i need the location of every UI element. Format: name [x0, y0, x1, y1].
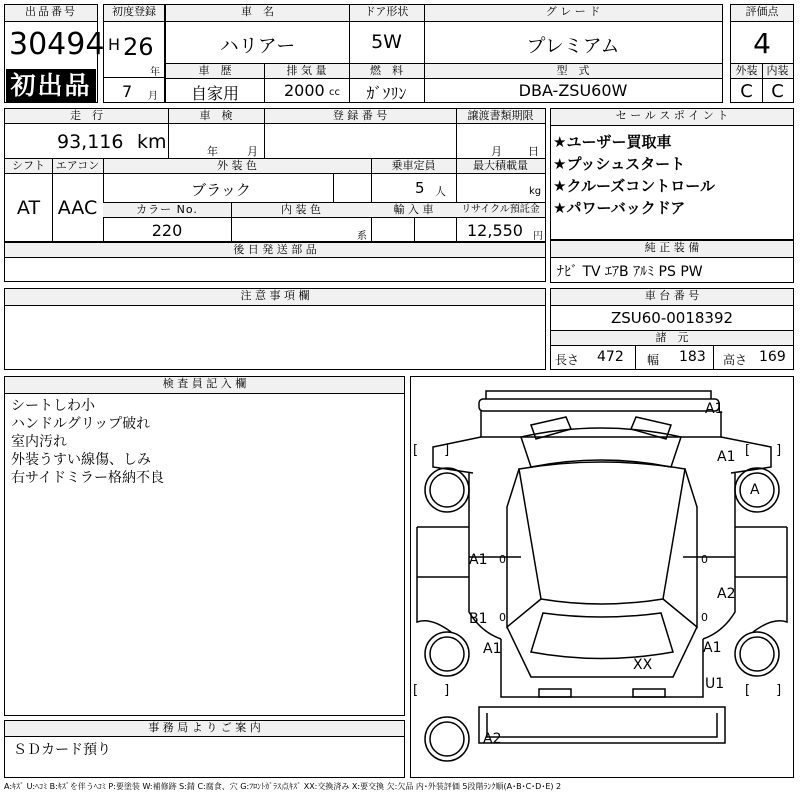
damage-right-rear-fender: A1 [703, 640, 722, 656]
inspector-line: ハンドルグリップ破れ [11, 416, 151, 432]
dimensions-label: 諸 元 [551, 331, 793, 346]
sales-point: ★パワーバックドア [553, 199, 686, 217]
grade-label: グ レ ー ド [424, 5, 722, 22]
chassis-box [550, 288, 794, 370]
damage-diagram [410, 376, 794, 778]
era-year: 26 [123, 33, 154, 61]
recycle-label: リサイクル預託金 [456, 203, 545, 218]
sales-point: ★プッシュスタート [553, 155, 686, 173]
mileage-label: 走 行 [5, 109, 168, 124]
exterior-label: 外装 [731, 64, 762, 79]
recycle-unit: 円 [533, 231, 543, 242]
import-label: 輸 入 車 [371, 203, 456, 218]
ac-value: AAC [57, 197, 98, 219]
color-label: 外 装 色 [103, 159, 371, 174]
inspection-month: 月 [247, 145, 258, 158]
damage-right-rear-door: A2 [717, 586, 736, 602]
glass-mark: 0 [499, 611, 506, 624]
ac-label: エアコン [52, 159, 103, 174]
capacity-label: 乗車定員 [371, 159, 456, 174]
glass-mark: 0 [701, 611, 708, 624]
length-value: 472 [597, 349, 624, 365]
lot-box [4, 4, 105, 103]
month-unit: 月 [148, 91, 158, 102]
info-table [4, 108, 546, 242]
office-note: ＳＤカード預り [13, 742, 111, 758]
width-value: 183 [679, 349, 706, 365]
color-no-label: カラー No. [103, 203, 231, 218]
shift-value: AT [16, 197, 41, 219]
capacity-unit: 人 [435, 185, 446, 198]
inspector-line: シートしわ小 [11, 398, 95, 414]
damage-legend: A:ｷｽﾞ U:ﾍｺﾐ B:ｷｽﾞを伴うﾍｺﾐ P:要塗装 W:補修跡 S:錆 C:腐食、穴 G:ﾌﾛﾝﾄｶﾞﾗｽ点ｷｽﾞ XX:交換済み X:要交換 欠:欠品 内･外装評価 5段階ﾗﾝｸ順(A･B･C･D･E) 2 [4, 782, 562, 791]
damage-left-rear-fender: A1 [483, 641, 502, 657]
score-box [730, 4, 794, 103]
damage-rear-right: U1 [705, 676, 725, 692]
transfer-month: 月 [491, 145, 502, 158]
car-name-label: 車 名 [166, 5, 349, 22]
width-label: 幅 [647, 353, 660, 367]
interior-color-label: 内 装 色 [231, 203, 371, 218]
car-panel [165, 4, 723, 103]
height-label: 高さ [723, 353, 748, 367]
interior-label: 内装 [762, 64, 793, 79]
height-value: 169 [759, 349, 786, 365]
sales-point: ★クルーズコントロール [553, 177, 715, 195]
damage-left-front-door: A1 [469, 552, 488, 568]
model-label: 型 式 [424, 64, 722, 79]
parts-label: 後 日 発 送 部 品 [5, 243, 545, 258]
color-value: ブラック [191, 181, 251, 199]
damage-front-right: A1 [717, 449, 736, 465]
load-label: 最大積載量 [456, 159, 545, 174]
history-value: 自家用 [190, 84, 239, 103]
displacement-label: 排 気 量 [264, 64, 349, 79]
sales-point: ★ユーザー買取車 [553, 133, 672, 151]
capacity-value: 5 [415, 179, 425, 197]
door-value: 5W [371, 31, 402, 53]
plate-label: 登 録 番 号 [264, 109, 456, 124]
reg-box [103, 4, 165, 103]
office-box [4, 720, 405, 778]
inspector-line: 右サイドミラー格納不良 [11, 470, 165, 486]
model-value: DBA-ZSU60W [518, 81, 628, 100]
damage-front-right-wheel: A [750, 482, 760, 498]
parts-box [4, 242, 546, 282]
bracket-left-front: [ ] [413, 443, 450, 458]
chassis-label: 車 台 番 号 [551, 289, 793, 306]
damage-trunk: XX [633, 657, 653, 673]
bracket-right-rear: [ ] [745, 683, 782, 698]
transfer-day: 日 [528, 145, 539, 158]
bracket-left-rear: [ ] [413, 683, 450, 698]
damage-rear-bumper: A2 [483, 731, 502, 747]
mileage-value: 93,116 [57, 131, 124, 153]
sales-label: セ ー ル ス ポ イ ン ト [551, 109, 793, 126]
inspector-line: 室内汚れ [11, 434, 67, 450]
mileage-unit: km [137, 131, 167, 153]
length-label: 長さ [555, 353, 580, 367]
inspection-label: 車 検 [168, 109, 264, 124]
first-listing-badge: 初出品 [6, 69, 96, 102]
history-label: 車 歴 [166, 64, 264, 79]
displacement-unit: cc [329, 87, 340, 98]
transfer-label: 譲渡書類期限 [456, 109, 545, 124]
reg-month: 7 [122, 82, 133, 101]
reg-label: 初度登録 [104, 5, 164, 22]
glass-mark: 0 [499, 553, 506, 566]
year-unit: 年 [150, 67, 160, 78]
chassis-value: ZSU60-0018392 [610, 309, 734, 327]
load-unit: kg [529, 186, 542, 197]
fuel-label: 燃 料 [349, 64, 424, 79]
lot-label: 出品番号 [5, 5, 97, 22]
score-label: 評価点 [731, 5, 793, 22]
car-name: ハリアー [219, 35, 296, 57]
era-letter: H [108, 35, 121, 54]
bracket-right-front: [ ] [745, 443, 782, 458]
fuel-value: ｶﾞｿﾘﾝ [366, 84, 407, 103]
equipment-value: ﾅﾋﾞ TV ｴｱB ｱﾙﾐ PS PW [557, 264, 703, 280]
color-no-value: 220 [151, 221, 183, 240]
inspector-line: 外装うすい線傷、しみ [11, 452, 151, 468]
displacement-value: 2000 [284, 81, 325, 100]
damage-front-bumper: A1 [705, 401, 724, 417]
car-outline-diagram [411, 377, 793, 777]
inspector-box [4, 376, 405, 716]
inspection-year: 年 [207, 145, 218, 158]
grade-value: プレミアム [526, 35, 620, 57]
damage-left-rear-door: B1 [469, 611, 488, 627]
interior-grade: C [771, 81, 784, 102]
inspector-label: 検 査 員 記 入 欄 [5, 377, 404, 394]
interior-color-unit: 系 [357, 231, 367, 242]
lot-number: 30494 [9, 27, 105, 62]
door-label: ドア形状 [349, 5, 424, 22]
office-label: 事 務 局 よ り ご 案 内 [5, 721, 404, 737]
equipment-box [550, 240, 794, 283]
notes-label: 注 意 事 項 欄 [5, 289, 545, 306]
recycle-value: 12,550 [467, 221, 523, 240]
notes-box [4, 288, 546, 370]
equipment-label: 純 正 装 備 [551, 241, 793, 258]
glass-mark: 0 [701, 553, 708, 566]
score-value: 4 [753, 27, 771, 60]
shift-label: シフト [5, 159, 52, 174]
sales-box [550, 108, 794, 240]
exterior-grade: C [740, 81, 753, 102]
